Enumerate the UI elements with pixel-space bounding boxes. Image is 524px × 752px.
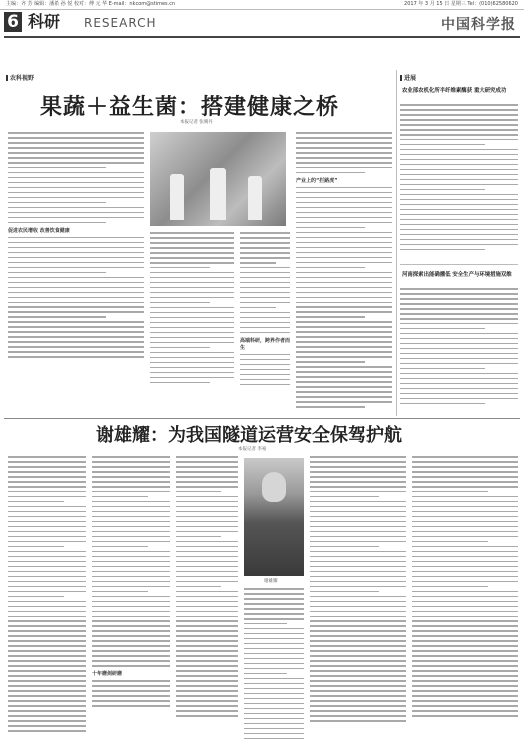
subhead-roadblock: 产业上的“拦路虎” [296,177,338,184]
sidebar-item2-body [400,288,518,416]
portrait-photo [244,458,304,576]
header-editors: 主编：齐 芳 编辑：潘希 孙 悦 校对：傅 元 华 E-mail：nkcom@stimes.cn [6,1,176,7]
header-rule [4,36,520,38]
photo-caption: 谢雄耀 [264,579,278,584]
page-number: 6 [4,12,22,32]
main-headline: 果蔬＋益生菌：搭建健康之桥 [40,95,340,120]
main-byline: 本报记者 张晴丹 [180,120,213,125]
section-separator [4,418,520,419]
subhead-promote-income: 促进农民增收 改善饮食健康 [8,227,70,234]
page-header-bar [0,0,524,10]
section-title: 科研 [28,12,61,31]
feature-col5 [412,456,518,748]
subhead-ten-years: 十年磨剑研磨 [92,671,123,678]
feature-col4 [310,456,406,748]
sidebar-item2-title: 河南探索出能确播低 安全生产与环境措施双维 [402,272,512,278]
feature-byline: 本报记者 李豪 [238,447,267,452]
lab-photo [150,132,286,226]
column-label-progress: 进展 [400,73,416,82]
subhead-high-end: 高端科研，跨界作者而生 [240,337,290,351]
sidebar-item1-body [400,104,518,260]
masthead-logo: 中国科学报 [441,17,516,33]
portrait-face [262,472,286,502]
header-date-tel: 2017 年 3 月 15 日 星期三 Tel：(010)62580620 [404,1,518,7]
main-article-col2 [150,232,234,416]
feature-col3 [176,456,238,748]
main-article-col4 [296,132,392,416]
feature-col1 [8,456,86,748]
sidebar-item1-title: 农业部农机化所半纤维素酶获 重大研究成功 [402,88,507,94]
main-article-col3 [240,232,290,416]
sidebar-separator [400,264,518,265]
main-article-col1 [8,132,144,416]
section-english: RESEARCH [84,16,157,30]
feature-col2 [92,456,170,748]
feature-col3b [244,588,304,748]
feature-headline: 谢雄耀：为我国隧道运营安全保驾护航 [96,425,402,446]
column-label-nongke: 农科视野 [6,73,34,82]
sidebar-divider [396,70,397,416]
